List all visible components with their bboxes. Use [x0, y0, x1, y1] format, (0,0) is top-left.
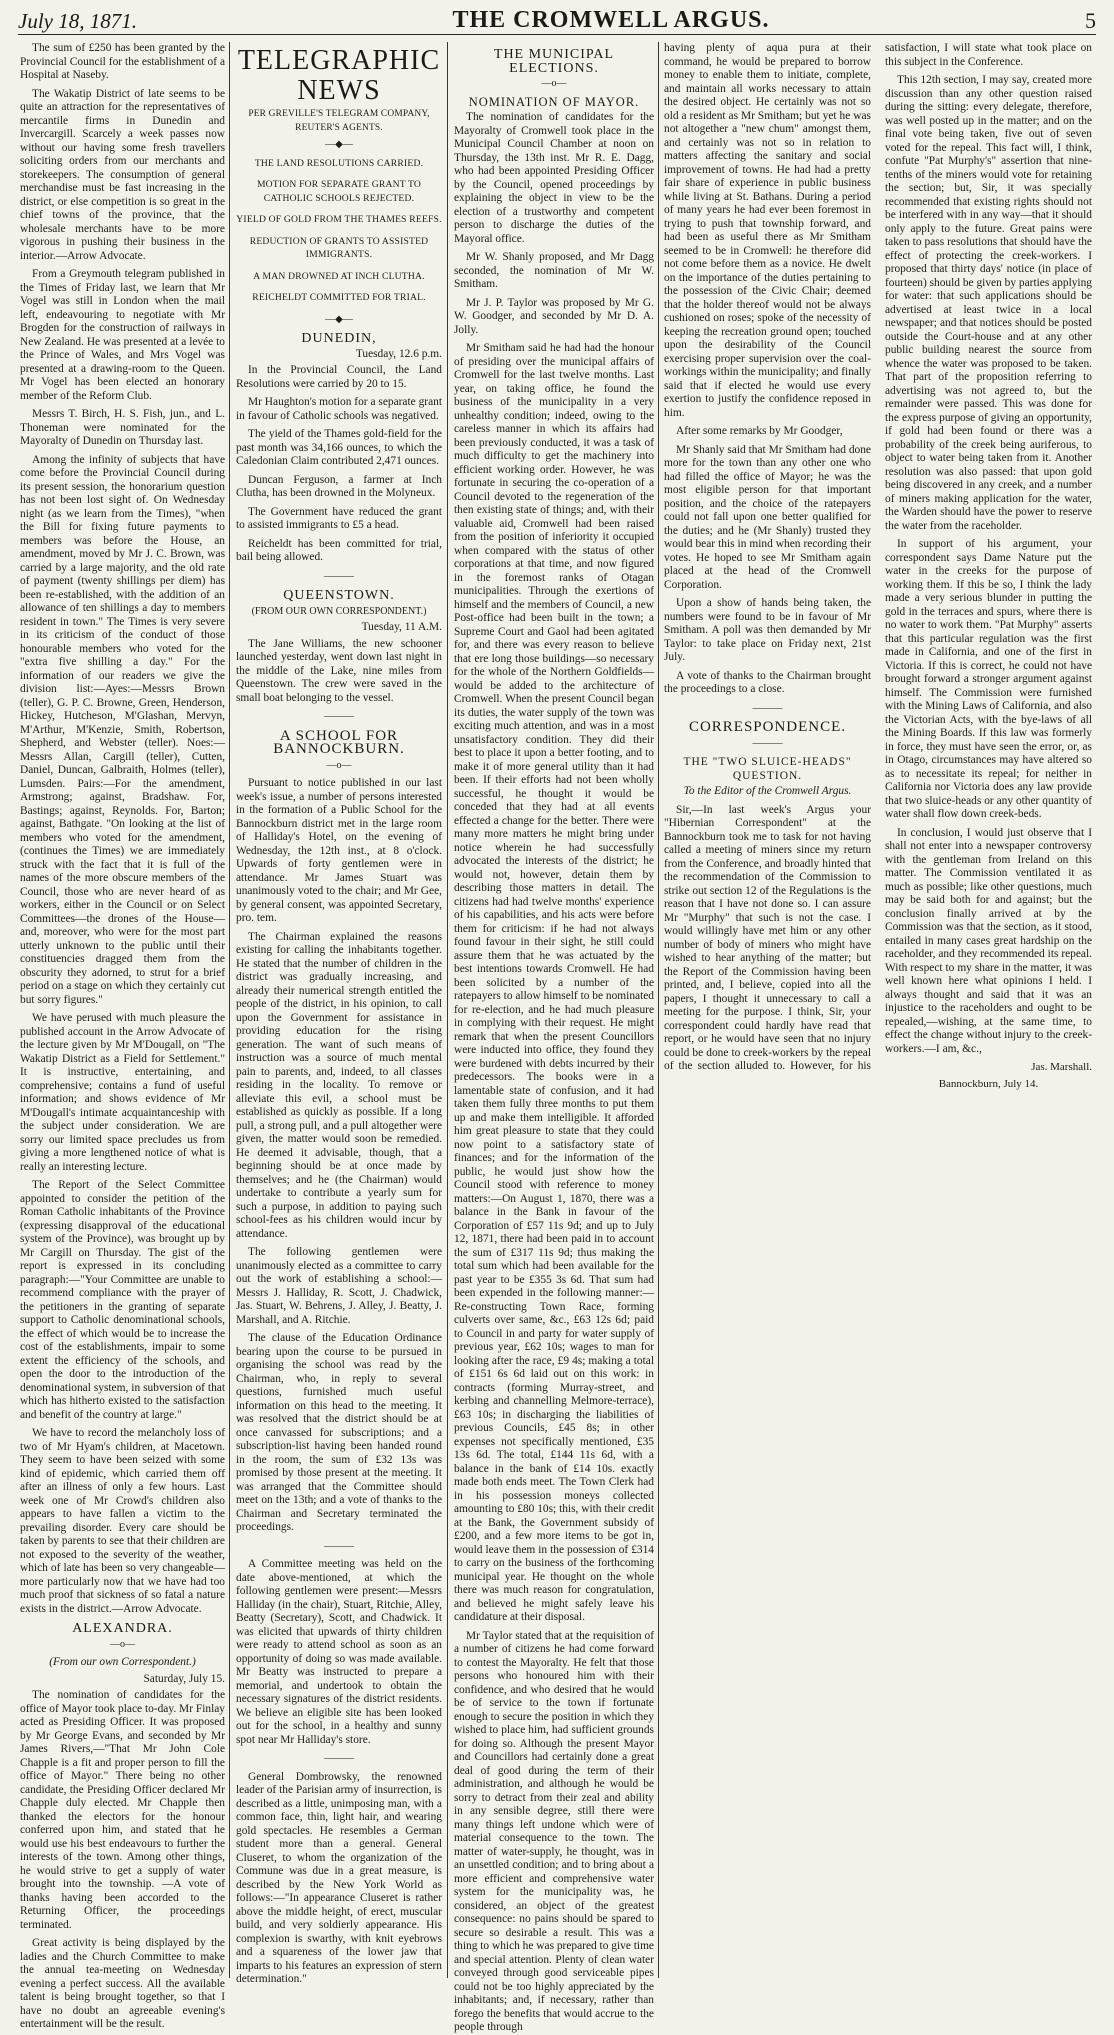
column-rule	[229, 42, 230, 1978]
paragraph: Reicheldt has been committed for trial, bail being allowed.	[236, 537, 442, 563]
telegram-source: PER GREVILLE'S TELEGRAM COMPANY, REUTER'S AGENTS.	[248, 109, 430, 133]
paragraph: Mr Haughton's motion for a separate grant in favour of Catholic schools was negatived.	[236, 396, 442, 422]
paragraph: Messrs T. Birch, H. S. Fish, jun., and L. Thoneman were nominated for the Mayoralty of Dunedin on Thursday last.	[20, 408, 225, 447]
dateline: Tuesday, 12.6 p.m.	[355, 347, 442, 360]
paragraph: Mr Smitham said he had had the honour of presiding over the municipal affairs of Cromwell for the last twelve months. Last year, on taking office, he found the business of the municipality in a very unhealthy condition; indeed, owing to the careless manner in which its affairs had been previously conducted, it was a task of much difficulty to get the machinery into efficient working order. However, he was fortunate in securing the co-operation of a Council devoted to the regeneration of the then existing state of things; and, with their valuable aid, Cromwell had been raised from the position of inferiority it occupied when compared with the status of other corporations at that time, and now figured in the foremost ranks of Otagan municipalities. Through the exertions of himself and the members of Council, a new Post-office had been built in the town; a Supreme Court and Gaol had been agitated for, and there was every reason to believe that ere long those buildings—so necessary for the whole of the Northern Goldfields—would be added to the architecture of Cromwell. When the present Council began its duties, the water supply of the town was exciting much attention, and was in a most unsatisfactory condition. They did their best to place it upon a better footing, and to make it of more general utility than it had been. If their efforts had not been wholly successful, he thought it would be conceded that they had at all events effected a change for the better. There were many more matters he might bring under notice wherein he had successfully advocated the interests of the district; he would not, however, detain them by describing those matters in detail. The citizens had had twelve months' experience of his capabilities, and his acts were before them for criticism: if he had not always found favour in their sight, he still could assure them that he was actuated by the best intentions towards Cromwell. He had been solicited by a number of the ratepayers to allow himself to be nominated for re-election, and he had much pleasure in complying with their request. He might remark that when the present Councillors were inducted into office, they found they were burdened with debts incurred by their predecessors. The books were in a lamentable state of confusion, and it had taken them fully three months to put them up and make them intelligible. It afforded him great pleasure to state that they could now point to a satisfactory state of finances; and for the information of the public, he would just show how the Council stood with reference to money matters:—On August 1, 1870, there was a balance in the Bank in favour of the Corporation of £57 11s 9d; and up to July 12, 1871, there had been paid in to account the sum of £317 11s 9d; thus making the total sum which had been available for the past year to be £355 3s 6d. That sum had been expended in the following manner:—Re-constructing Town Race, forming culverts over same, &c., £63 12s 6d; paid to Council in and party for water supply of previous year, £62 10s; wages to man for looking after the race, £9 4s; making a total of £151 6s 6d laid out on this work: in contracts (forming Murray-street, and kerbing and channelling Melmore-terrace), £63 10s; in discharging the liabilities of previous Councils, £45 8s; in other expenses not specifically mentioned, £35 13s 6d. The total, £144 11s 6d, with a balance in the bank of £14 10s. exactly made both ends meet. The Town Clerk had in his possession moneys collected amounting to £80 10s; this, with their credit at the Bank, the Government subsidy of £200, and a few more items to be got in, would leave them in the possession of £314 to carry on the business of the forthcoming municipal year. He thought on the whole there was much reason for congratulation, and believed he might safely leave his candidature at their disposal.	[454, 342, 654, 1623]
newspaper-title: THE CROMWELL ARGUS.	[452, 7, 770, 33]
letter-place-date: Bannockburn, July 14.	[938, 1077, 1039, 1090]
paragraph: In the Provincial Council, the Land Resolutions were carried by 20 to 15.	[236, 364, 442, 390]
page-number: 5	[1084, 8, 1096, 33]
ornament-divider: ———	[752, 737, 783, 749]
paragraph: The yield of the Thames gold-field for the past month was 34,166 ounces, to which the Caledonian Claim contributed 2,471 ounces.	[236, 428, 442, 467]
section-heading-municipal-elections: THE MUNICIPAL ELECTIONS.	[493, 47, 615, 76]
paragraph: In support of his argument, your correspondent says Dame Nature put the water in the creeks for the purpose of working them. If this be so, I think the lady made a very serious blunder in putting the gold in the terraces and spurs, where there is no water to work them. "Pat Murphy" asserts that this particular regulation was the first made in California, and one of the first in Victoria. If this is correct, he could not have brought forward a stronger argument against himself. The Commission were furnished with the Mining Laws of California, and also the Victorian Acts, with the bye-laws of all the Mining Boards. If this law was formerly in force, they must have seen the error, or, as in Otago, circumstances may have altered so as to necessitate its repeal; for neither in California nor Victoria does any law provide that two sluice-heads or any other quantity of water shall flow down creek-beds.	[885, 538, 1092, 820]
paragraph: having plenty of aqua pura at their command, he would be prepared to borrow money to enable them to initiate, complete, and maintain all works necessary to attain the desired object. He certainly was not so old a resident as Mr Smitham; but yet he was not altogether a "new chum" amongst them, and certainly was not so in relation to matters affecting the sanitary and social improvement of towns. He had had a pretty fair share of experience in public business while living at St. Bathans. During a period of many years he had ever been foremost in trying to push that township forward, and had been as useful there as Mr Smitham seemed to be in Cromwell: he therefore did not come before them as a novice. He dwelt on the importance of the duties pertaining to the possession of the Civic Chair; deemed that the holder thereof would not be always cushioned on roses; spoke of the necessity of keeping the recreation ground open; touched upon the desirability of the Council exercising proper supervision over the coal-workings within the municipality; and finally said that if elected he would use every exertion to justify the confidence reposed in him.	[664, 42, 871, 419]
paragraph: The Government have reduced the grant to assisted immigrants to £5 a head.	[236, 505, 442, 531]
dateline: Saturday, July 15.	[143, 1672, 225, 1685]
ornament-divider: —o—	[541, 78, 567, 89]
paragraph: The Report of the Select Committee appointed to consider the petition of the Roman Catholic inhabitants of the Province (expressing disapproval of the educational system of the Province), was brought up by Mr Cargill on Thursday. The gist of the report is expressed in its concluding paragraph:—"Your Committee are unable to recommend compliance with the prayer of the petitioners in the granting of separate support to Catholic denominational schools, the effect of which would be to increase the cost of the establishments, impair to some extent the efficiency of the schools, and open the door to the introduction of the denominational system, in subversion of that which has hitherto existed to the satisfaction and benefit of the country at large."	[20, 1179, 225, 1421]
summary-line: YIELD OF GOLD FROM THE THAMES REEFS.	[236, 214, 442, 225]
telegraphic-news-title: TELEGRAPHIC NEWS	[237, 45, 441, 106]
summary-line: THE LAND RESOLUTIONS CARRIED.	[254, 157, 424, 169]
correspondent-note: (FROM OUR OWN CORRESPONDENT.)	[251, 605, 427, 617]
column-1	[20, 42, 225, 2030]
column-rule	[447, 42, 448, 1978]
ornament-divider: ———	[752, 702, 783, 714]
letter-heading: THE "TWO SLUICE-HEADS" QUESTION.	[683, 756, 852, 782]
paragraph: The clause of the Education Ordinance bearing upon the course to be pursued in organising the school was read by the Chairman, who, in reply to several questions, furnished much useful information on this head to the meeting. It was resolved that the district should be at once canvassed for subscriptions; and a subscription-list having been handed round in the room, the sum of £32 13s was promised by those present at the meeting. It was arranged that the Committee should meet on the 13th; and a vote of thanks to the Chairman and Secretary terminated the proceedings.	[236, 1332, 442, 1533]
paragraph: The nomination of candidates for the office of Mayor took place to-day. Mr Finlay acted as Presiding Officer. It was proposed by Mr George Evans, and seconded by Mr James Rivers,—"That Mr John Cole Chapple is a fit and proper person to fill the office of Mayor." There being no other candidate, the Presiding Officer declared Mr Chapple duly elected. Mr Chapple then thanked the electors for the honour conferred upon him, and stated that he would use his best endeavours to further the interests of the town. Among other things, he would strive to get a supply of water brought into the township. —A vote of thanks having been accorded to the Returning Officer, the proceedings terminated.	[20, 1689, 225, 1931]
ornament-divider: ———	[324, 1540, 354, 1552]
paragraph: A vote of thanks to the Chairman brought the proceedings to a close.	[664, 669, 871, 695]
paragraph: The sum of £250 has been granted by the Provincial Council for the establishment of a Hospital at Naseby.	[20, 42, 225, 81]
ornament-divider: ———	[324, 711, 354, 722]
masthead	[18, 6, 1096, 35]
correspondent-note: (From our own Correspondent.)	[49, 1656, 196, 1668]
paragraph: Great activity is being displayed by the ladies and the Church Committee to make the annual tea-meeting on Wednesday evening a perfect success. All the available talent is being brought together, so that I have no doubt an agreeable evening's entertainment will be the result.	[20, 1937, 225, 2030]
letter-signature: Jas. Marshall.	[1031, 1061, 1092, 1073]
paragraph: The following gentlemen were unanimously elected as a committee to carry out the work of establishing a school:—Messrs J. Halliday, R. Scott, J. Chadwick, Jas. Stuart, W. Behrens, J. Alley, J. Beatty, J. Marshall, and A. Ritchie.	[236, 1246, 442, 1326]
news-summary	[236, 157, 442, 305]
paragraph: We have to record the melancholy loss of two of Mr Hyam's children, at Macetown. They seem to have been seized with some kind of epidemic, which carried them off after an illness of only a few hours. Last week one of Mr Crowd's children also appears to have fallen a victim to the prevailing disorder. Every care should be taken by parents to see that their children are not exposed to the severity of the weather, which of late has been so very changeable—more particularly now that we have had too much proof that sickness of so fatal a nature exists in the district.—Arrow Advocate.	[20, 1427, 225, 1615]
subheading-nomination: NOMINATION OF MAYOR.	[468, 94, 640, 109]
ornament-divider: —◆—	[325, 313, 353, 325]
paragraph: Sir,—In last week's Argus your "Hibernian Correspondent" at the Bannockburn took me to task for not having called a meeting of miners since my return from the Conference, and broadly hinted that the recommendation of the Commission to strike out section 12 of the Regulations is the reason that I have not done so. I can assure Mr "Murphy" that such is not the case. I would willingly have met him or any other number of body of miners who might have wished to hear anything of the matter; but the Report of the Commission having been printed, and, I believe, copied into all the papers, I thought it unnecessary to call a meeting for the purpose. I think, Sir, your correspondent could hardly have read that report, or he would have seen that no injury could be done to creek-workers by the repeal of the section alluded to. However, for his satisfaction, I will state what took place on this subject in the Conference.	[664, 42, 1092, 1072]
ornament-divider: —o—	[326, 759, 352, 771]
paragraph: Duncan Ferguson, a farmer at Inch Clutha, has been drowned in the Molyneux.	[236, 473, 442, 499]
summary-line: MOTION FOR SEPARATE GRANT TO CATHOLIC SCHOOLS REJECTED.	[256, 179, 422, 204]
paragraph: The Wakatip District of late seems to be quite an attraction for the representatives of mercantile firms in Dunedin and Invercargill. Scarcely a week passes now without our having some fresh travellers soliciting orders from our merchants and storekeepers. The consumption of general merchandise must be fast increasing in the district, or else competition is so great in the chief towns of the province, that the wholesale merchants have to be more vigorous in pushing their business in the interior.—Arrow Advocate.	[20, 87, 225, 262]
summary-line: REICHELDT COMMITTED FOR TRIAL.	[252, 292, 426, 303]
ornament-divider: —o—	[110, 1638, 135, 1650]
paragraph: Mr Taylor stated that at the requisition of a number of citizens he had come forward to contest the Mayoralty. He felt that those persons who honoured him with their confidence, and who desired that he would be of service to the town if fortunate enough to secure the position in which they wished to place him, had sufficient grounds for doing so. Although the present Mayor and Councillors had certainly done a great deal of good during the term of their administration, and although he would be sorry to detract from their zeal and ability in any sensible degree, still there were many things left undone which were of material consequence to the town. The matter of water-supply, he thought, was in an unsettled condition; and to bring about a more efficient and comprehensive water system for the municipality was, he considered, an object of the greatest consequence: no pains should be spared to secure so desirable a result. This was a thing to which he was prepared to give time and special attention. Plenty of clean water conveyed through good serviceable pipes could not be too highly appreciated by the inhabitants; and, if necessary, rather than forego the benefits that would accrue to the people through	[454, 1629, 654, 2033]
paragraph: A Committee meeting was held on the date above-mentioned, at which the following gentlemen were present:—Messrs Halliday (in the chair), Stuart, Ritchie, Alley, Beatty (Secretary), Scott, and Chadwick. It was elicited that upwards of thirty children were ready to attend school as soon as an opportunity of doing so was made available. Mr Beatty was instructed to prepare a memorial, and undertook to obtain the necessary signatures of the district residents. We believe an eligible site has been looked out for the school, in a healthy and sunny spot near Mr Halliday's store.	[236, 1558, 442, 1746]
paragraph: Pursuant to notice published in our last week's issue, a number of persons interested in the formation of a Public School for the Bannockburn district met in the large room of Halliday's Hotel, on the evening of Wednesday, the 12th inst., at 8 o'clock. Upwards of forty gentlemen were in attendance. Mr James Stuart was unanimously voted to the chair; and Mr Gee, by general consent, was appointed Secretary, pro. tem.	[236, 777, 442, 924]
section-heading-alexandra: ALEXANDRA.	[72, 1621, 173, 1636]
column-4	[664, 42, 1092, 1978]
paragraph: This 12th section, I may say, created more discussion than any other question raised during the sitting: every delegate, therefore, was well posted up in the matter; and on the final vote being taken, five out of seven voted for the repeal. This fact will, I think, confute "Pat Murphy's" assertion that nine-tenths of the miners would vote for retaining the section; but, Sir, it was specially recommended that existing rights should not be interfered with in any way—that it should only apply to the future. Great pains were taken to pass resolutions that should have the effect of protecting the creek-workers. I proposed that thirty days' notice (in place of fourteen) should be given by parties applying for water: that such applications should be advertised at least twice in a local newspaper; and that notices should be posted outside the Court-house and at any other public building nearest the source from whence the water was proposed to be taken. That part of the proposition referring to advertising was not agreed to, but the remainder were passed. This was done for the express purpose of giving an opportunity, if gold had been found or there was a probability of the creek being auriferous, to object to water being taken from it. Another resolution was also passed: that upon gold being discovered in any creek, and a number of miners making application for the water, the Warden should have the power to reserve the water from the raceholder.	[885, 74, 1092, 532]
summary-line: REDUCTION OF GRANTS TO ASSISTED IMMIGRANTS.	[249, 235, 429, 260]
column-rule	[658, 42, 659, 1978]
paragraph: Mr J. P. Taylor was proposed by Mr G. W. Goodger, and seconded by Mr D. A. Jolly.	[454, 296, 654, 336]
summary-line: A MAN DROWNED AT INCH CLUTHA.	[253, 270, 425, 282]
paragraph: The Jane Williams, the new schooner launched yesterday, went down last night in the middle of the Lake, nine miles from Queenstown. The crew were saved in the small boat belonging to the vessel.	[236, 637, 442, 704]
section-heading-dunedin: DUNEDIN,	[301, 331, 377, 346]
paragraph: The Chairman explained the reasons existing for calling the inhabitants together. He stated that the number of children in the district was gradually increasing, and already their numerical strength entitled the people of the district, in his opinion, to call upon the Government for assistance in providing education for the rising generation. The want of such means of instruction was a source of much mental pain to parents, and, indeed, to all classes residing in the locality. To remove or alleviate this evil, a school must be established as quickly as possible. If a long pull, a strong pull, and a pull altogether were given, the matter would soon be remedied. He deemed it advisable, though, that a beginning should be at once made by themselves; and he (the Chairman) would undertake to contribute a yearly sum for such a purpose, in addition to paying such school-fees as his children would incur by attendance.	[236, 930, 442, 1240]
column-2	[236, 42, 442, 1985]
column-3	[454, 42, 654, 2033]
paragraph: Mr W. Shanly proposed, and Mr Dagg seconded, the nomination of Mr W. Smitham.	[454, 251, 654, 290]
paragraph: We have perused with much pleasure the published account in the Arrow Advocate of the lecture given by Mr M'Dougall, on "The Wakatip District as a Field for Settlement." It is instructive, entertaining, and comprehensive; contains a fund of useful information; and shows evidence of Mr M'Dougall's intimate acquaintanceship with the subject under consideration. We are sorry our limited space precludes us from giving a more lengthened notice of what is really an interesting lecture.	[20, 1012, 225, 1173]
paragraph: In conclusion, I would just observe that I shall not enter into a newspaper controversy with the gentleman from Ireland on this matter. The Commission ventilated it as much as possible; like other questions, much may be said both for and against; but the conclusion finally arrived at by the Commission was that the section, as it stood, entailed in many cases great hardship on the raceholder, and they recommended its repeal. With respect to my share in the matter, it was well known here what opinions I held. I always thought and said that it was an injustice to the raceholders and ought to be repealed,—wishing, at the same time, to effect the change without injury to the creek-workers.—I am, &c.,	[885, 826, 1092, 1055]
section-heading-queenstown: QUEENSTOWN.	[283, 588, 395, 603]
paragraph: Among the infinity of subjects that have come before the Provincial Council during its present session, the honorarium question has not been lost sight of. On Wednesday night (as we learn from the Times), "when the Bill for fixing future payments to members was before the House, an amendment, moved by Mr J. C. Brown, was carried by a large majority, and the old rate of payment (twenty shillings per diem) has been re-established, with the addition of an allowance of ten shillings a day to members resident in town." The Times is very severe in its criticism of the conduct of those honourable members who voted for the "extra five shilling a day." For the information of our readers we give the division list:—Ayes:—Messrs Brown (teller), G. P. C. Browne, Green, Henderson, Hickey, Hutcheson, M'Glashan, Mervyn, M'Arthur, M'Kenzie, Smith, Robertson, Shepherd, and Webster (teller). Noes:—Messrs Allan, Cargill (teller), Cutten, Daniel, Duncan, Galbraith, Holmes (teller), Lumsden. Pairs:—For the amendment, Armstrong; against, Bradshaw. For, Bastings; against, Reynolds. For, Barton; against, Bathgate. "On looking at the list of members who voted for the amendment, (continues the Times) we are immediately struck with the fact that it is full of the names of the more obscure members of the Council, those who are never heard of as workers, either in the Council or on Select Committees—the drones of the House—and, moreover, who were for the most part utterly unknown to the public until their constituencies dragged them from the obscurity they adorned, to strut for a brief period on a stage on which they certainly cut but sorry figures."	[20, 453, 225, 1006]
section-heading-bannockburn-school: A SCHOOL FOR BANNOCKBURN.	[273, 727, 405, 757]
issue-date: July 18, 1871.	[18, 9, 137, 33]
paragraph: The nomination of candidates for the Mayoralty of Cromwell took place in the Municipal Council Chamber at noon on Thursday, the 13th inst. Mr R. E. Dagg, who had been appointed Presiding Officer by the Council, opened proceedings by explaining the object in view to be the election of a trustworthy and competent person to discharge the duties of the Mayoral office.	[454, 111, 654, 245]
ornament-divider: ———	[324, 570, 354, 582]
paragraph: Upon a show of hands being taken, the numbers were found to be in favour of Mr Smitham. A poll was then demanded by Mr Taylor: to take place on Friday next, 21st July.	[664, 597, 871, 663]
paragraph: After some remarks by Mr Goodger,	[676, 425, 843, 437]
ornament-divider: —◆—	[325, 139, 353, 150]
paragraph: General Dombrowsky, the renowned leader of the Parisian army of insurrection, is described as a little, unimposing man, with a common face, thin, light hair, and wearing gold spectacles. He resembles a German student more than a general. General Cluseret, to whom the organization of the Commune was due in a great measure, is described by the New York World as follows:—"In appearance Cluseret is rather above the middle height, of erect, muscular build, and very soldierly appearance. His complexion is swarthy, with knit eyebrows and a squareness of the lower jaw that imparts to his features an expression of stern determination."	[236, 1770, 442, 1985]
ornament-divider: ———	[324, 1753, 354, 1764]
letter-address: To the Editor of the Cromwell Argus.	[683, 785, 852, 797]
dateline: Tuesday, 11 A.M.	[361, 621, 442, 633]
paragraph: Mr Shanly said that Mr Smitham had done more for the town than any other one who had filled the office of Mayor; he was the most eligible person for that important position, and the choice of the ratepayers could not fall upon one better qualified for the duties; and he (Mr Shanly) trusted they would bear this in mind when recording their votes. He hoped to see Mr Smitham again placed at the head of the Cromwell Corporation.	[664, 443, 871, 591]
paragraph: From a Greymouth telegram published in the Times of Friday last, we learn that Mr Vogel was still in London when the mail left, endeavouring to negotiate with Mr Brogden for the construction of railways in New Zealand. He was presented at a levée to the Prince of Wales, and Mrs Vogel was presented at a drawing-room to the Queen. Mr Vogel has been elected an honorary member of the Reform Club.	[20, 268, 225, 402]
section-heading-correspondence: CORRESPONDENCE.	[688, 719, 847, 735]
